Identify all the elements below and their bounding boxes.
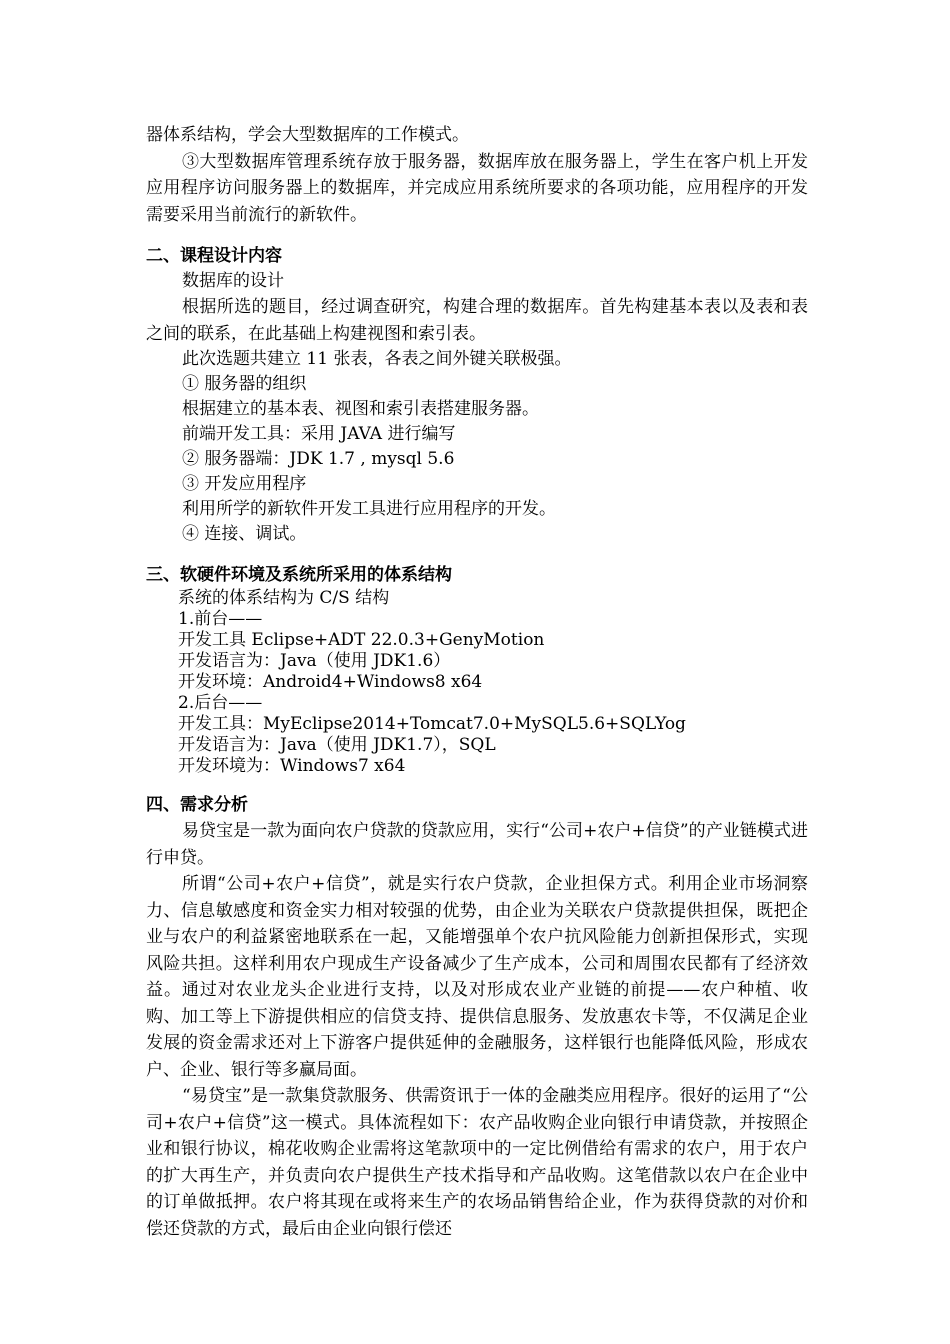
section-2-line: 数据库的设计	[182, 271, 284, 291]
section-3-line: 开发语言为：Java（使用 JDK1.7），SQL	[178, 735, 496, 755]
section-3-line: 系统的体系结构为 C/S 结构	[178, 588, 390, 608]
section-2-line: 前端开发工具：采用 JAVA 进行编写	[182, 424, 456, 444]
section-3-line: 开发语言为：Java（使用 JDK1.6）	[178, 651, 451, 671]
section-2-list-item: ② 服务器端：JDK 1.7 , mysql 5.6	[182, 449, 455, 469]
section-gap	[146, 777, 808, 793]
section-3-line: 开发工具 Eclipse+ADT 22.0.3+GenyMotion	[178, 630, 545, 650]
section-4-paragraph: “易贷宝”是一款集贷款服务、供需资讯于一体的金融类应用程序。很好的运用了“公司+农户+信贷”这一模式。具体流程如下：农产品收购企业向银行申请贷款，并按照企业和银行协议，棉花收购企业需将这笔款项中的一定比例借给有需求的农户，用于农户的扩大再生产，并负责向农户提供生产技术指导和产品收购。这笔借款以农户在企业中的订单做抵押。农户将其现在或将来生产的农场品销售给企业，作为获得贷款的对价和偿还贷款的方式，最后由企业向银行偿还	[146, 1086, 808, 1239]
section-3-line: 1.前台——	[178, 609, 263, 629]
section-3-heading: 三、软硬件环境及系统所采用的体系结构	[146, 565, 452, 585]
intro-paragraph-2: ③大型数据库管理系统存放于服务器，数据库放在服务器上，学生在客户机上开发应用程序访问服务器上的数据库，并完成应用系统所要求的各项功能，应用程序的开发需要采用当前流行的新软件。	[146, 151, 808, 225]
section-2-line: 此次选题共建立 11 张表，各表之间外键关联极强。	[182, 349, 572, 369]
section-3-line: 开发环境：Android4+Windows8 x64	[178, 672, 483, 692]
section-3-line: 开发环境为：Windows7 x64	[178, 756, 406, 776]
document-body	[146, 122, 808, 1242]
section-4-paragraph: 所谓“公司+农户+信贷”，就是实行农户贷款，企业担保方式。利用企业市场洞察力、信息敏感度和资金实力相对较强的优势，由企业为关联农户贷款提供担保，既把企业与农户的利益紧密地联系在一起，又能增强单个农户抗风险能力创新担保形式，实现风险共担。这样利用农户现成生产设备减少了生产成本，公司和周围农民都有了经济效益。通过对农业龙头企业进行支持，以及对形成农业产业链的前提——农户种植、收购、加工等上下游提供相应的信贷支持、提供信息服务、发放惠农卡等，不仅满足企业发展的资金需求还对上下游客户提供延伸的金融服务，这样银行也能降低风险，形成农户、企业、银行等多赢局面。	[146, 874, 808, 1080]
section-2-line: 根据建立的基本表、视图和索引表搭建服务器。	[182, 399, 539, 419]
section-gap	[146, 547, 808, 563]
section-4-paragraph: 易贷宝是一款为面向农户贷款的贷款应用，实行“公司+农户+信贷”的产业链模式进行申贷。	[146, 821, 808, 868]
section-3-line: 2.后台——	[178, 693, 263, 713]
section-2-heading: 二、课程设计内容	[146, 246, 282, 266]
section-gap	[146, 228, 808, 244]
section-2-paragraph: 根据所选的题目，经过调查研究，构建合理的数据库。首先构建基本表以及表和表之间的联系，在此基础上构建视图和索引表。	[146, 297, 808, 344]
section-3-line: 开发工具：MyEclipse2014+Tomcat7.0+MySQL5.6+SQLYog	[178, 714, 686, 734]
section-2-list-item: ③ 开发应用程序	[182, 474, 307, 494]
section-4-heading: 四、需求分析	[146, 795, 248, 815]
section-2-list-item: ④ 连接、调试。	[182, 524, 307, 544]
section-2-list-item: ① 服务器的组织	[182, 374, 307, 394]
section-2-line: 利用所学的新软件开发工具进行应用程序的开发。	[182, 499, 556, 519]
intro-paragraph-1: 器体系结构，学会大型数据库的工作模式。	[146, 125, 469, 145]
